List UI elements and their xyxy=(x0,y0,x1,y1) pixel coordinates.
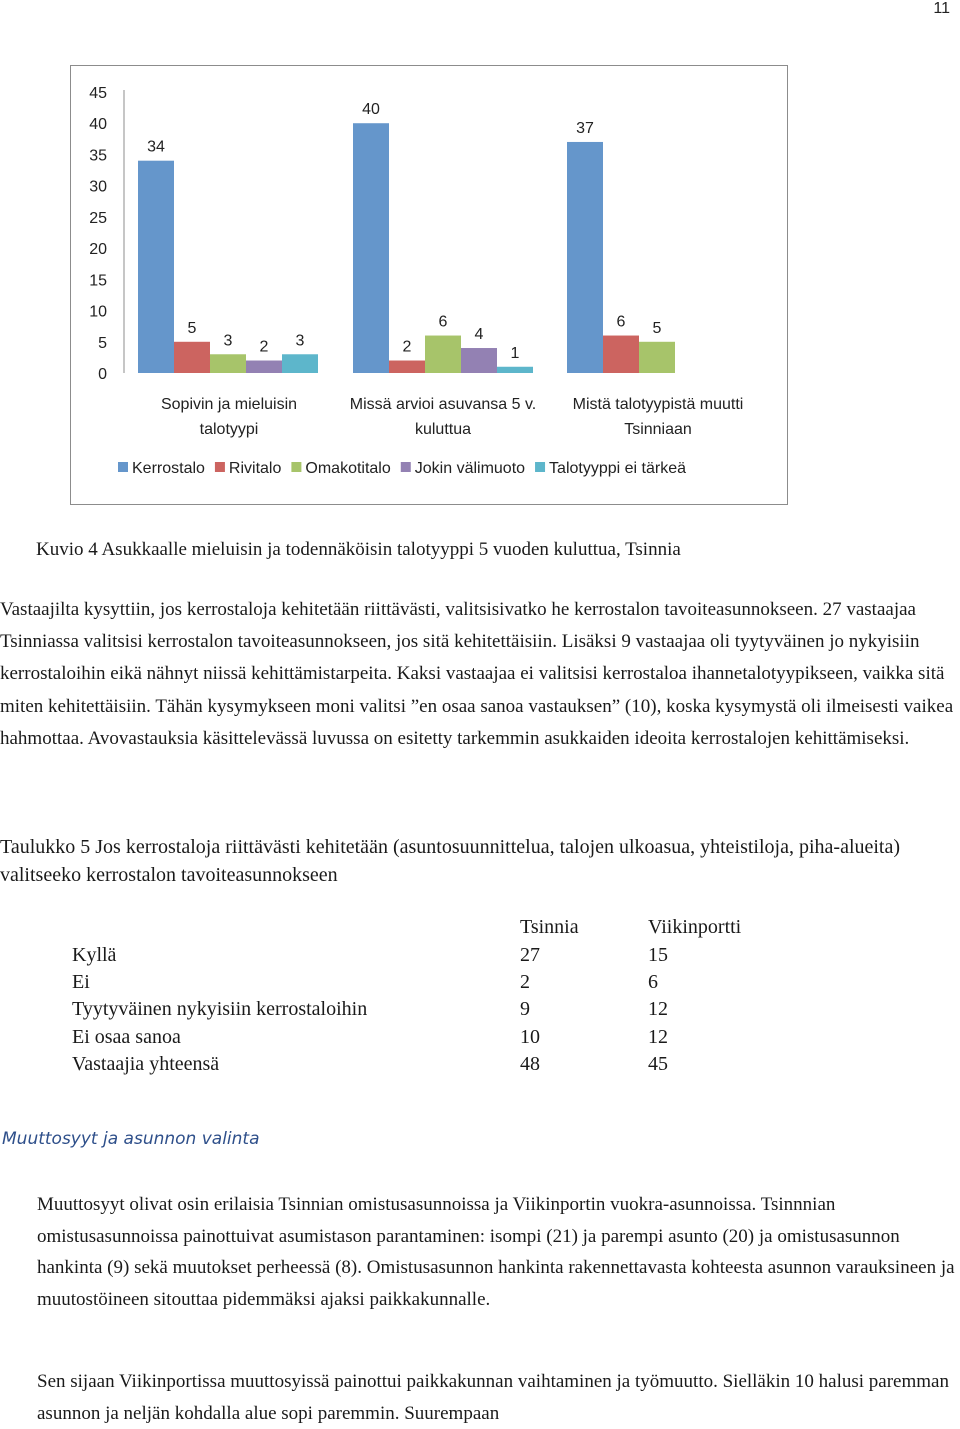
table-row xyxy=(72,969,778,996)
legend-swatch xyxy=(401,462,411,472)
page-number: 11 xyxy=(933,0,950,17)
paragraph-survey-results: Vastaajilta kysyttiin, jos kerrostaloja kehitetään riittävästi, valitsisivatko he kerrostalon tavoiteasunnokseen. 27 vastaajaa Tsinniassa valitsisi kerrostalon tavoiteasunnokseen, jos sitä kehitettäisiin. Lisäksi 9 vastaajaa oli tyytyväinen jo nykyisiin kerrostaloihin eikä nähnyt niissä kehittämistarpeita. Kaksi vastaajaa ei valitsisi kerrostaloa ihannetalotyypikseen, vaikka sitä miten kehitettäisiin. Tähän kysymykseen moni valitsi ”en osaa sanoa vastauksen” (10), koska kysymystä oli ilmeisesti vaikea hahmottaa. Avovastauksia käsittelevässä luvussa on esitetty tarkemmin asukkaiden ideoita kerrostalojen kehittämiseksi. xyxy=(0,599,954,749)
legend-label: Omakotitalo xyxy=(305,460,391,477)
table-row xyxy=(72,996,778,1023)
y-tick-label: 20 xyxy=(89,241,107,259)
category-label: Tsinniaan xyxy=(624,421,692,438)
y-tick-label: 25 xyxy=(89,209,107,227)
viikinportti-value: 45 xyxy=(648,1053,668,1076)
row-label: Vastaajia yhteensä xyxy=(72,1053,220,1076)
category-label: Missä arvioi asuvansa 5 v. xyxy=(349,396,537,413)
table-row xyxy=(72,1024,778,1051)
tsinnia-value: 2 xyxy=(520,970,530,993)
row-label: Ei xyxy=(72,970,90,993)
paragraph-moving-reasons: Muuttosyyt olivat osin erilaisia Tsinnian omistusasunnoissa ja Viikinportin vuokra-asunnoissa. Tsinnnian omistusasunnoissa painottuivat asumistason parantaminen: isompi (21) ja parempi asunto (20) ja omistusasunnon hankinta (9) sekä muutokset perheessä (8). Omistusasunnon hankinta rakennettavasta kohteesta asunnon varauksineen ja muutostöineen sitouttaa pidemmäksi ajaksi paikkakunnalle. xyxy=(37,1194,955,1310)
chart-svg xyxy=(71,66,787,504)
table-row xyxy=(72,1051,778,1078)
bar xyxy=(603,336,639,373)
category-label: kuluttua xyxy=(414,421,472,438)
bar xyxy=(210,354,246,373)
legend-swatch xyxy=(291,462,301,472)
legend-label: Rivitalo xyxy=(228,460,282,477)
legend-swatch xyxy=(535,462,545,472)
bar xyxy=(282,354,318,373)
bar-data-label: 2 xyxy=(259,338,269,356)
bar-data-label: 3 xyxy=(295,332,305,350)
bar-data-label: 3 xyxy=(223,332,233,350)
viikinportti-value: 6 xyxy=(648,970,658,993)
bar xyxy=(353,123,389,373)
section-heading: Muuttosyyt ja asunnon valinta xyxy=(2,1129,260,1149)
y-tick-label: 15 xyxy=(89,272,107,290)
bar xyxy=(567,142,603,373)
y-tick-label: 10 xyxy=(89,303,107,321)
bar xyxy=(639,342,675,373)
tsinnia-value: 10 xyxy=(520,1025,540,1048)
y-tick-label: 40 xyxy=(89,116,107,134)
tsinnia-value: 48 xyxy=(520,1053,540,1076)
y-tick-label: 30 xyxy=(89,178,107,196)
row-label: Tyytyväinen nykyisiin kerrostaloihin xyxy=(72,998,368,1021)
bar-data-label: 37 xyxy=(576,119,594,137)
bar-data-label: 34 xyxy=(147,138,165,156)
bar-data-label: 6 xyxy=(438,313,448,331)
y-tick-label: 5 xyxy=(98,334,107,352)
header-cell-viikinportti: Viikinportti xyxy=(648,916,742,939)
viikinportti-value: 15 xyxy=(648,943,668,966)
bar xyxy=(425,336,461,373)
table-header-row xyxy=(72,914,778,941)
row-label: Ei osaa sanoa xyxy=(72,1025,181,1048)
legend-label: Talotyyppi ei tärkeä xyxy=(549,460,687,477)
header-cell-blank xyxy=(72,914,520,941)
bar-data-label: 40 xyxy=(362,101,380,119)
viikinportti-value: 12 xyxy=(648,998,668,1021)
category-label: Sopivin ja mieluisin xyxy=(160,396,298,413)
tsinnia-value: 9 xyxy=(520,998,530,1021)
category-label: Mistä talotyypistä muutti xyxy=(572,396,744,413)
bar xyxy=(246,361,282,373)
y-tick-label: 45 xyxy=(89,85,107,102)
bar xyxy=(174,342,210,373)
row-label: Kyllä xyxy=(72,943,117,966)
bar xyxy=(389,361,425,373)
bar xyxy=(461,348,497,373)
bar-data-label: 1 xyxy=(510,344,520,362)
table-row xyxy=(72,941,778,968)
bar xyxy=(138,161,174,373)
bar-data-label: 6 xyxy=(616,313,626,331)
legend-label: Kerrostalo xyxy=(132,460,205,477)
bar xyxy=(497,367,533,373)
figure-caption: Kuvio 4 Asukkaalle mieluisin ja todennäköisin talotyyppi 5 vuoden kuluttua, Tsinnia xyxy=(36,539,681,560)
bar-chart xyxy=(70,65,788,505)
viikinportti-value: 12 xyxy=(648,1025,668,1048)
y-tick-label: 0 xyxy=(98,366,107,383)
legend-swatch xyxy=(215,462,225,472)
legend-label: Jokin välimuoto xyxy=(414,460,526,477)
paragraph-viikinportti: Sen sijaan Viikinportissa muuttosyissä painottui paikkakunnan vaihtaminen ja työmuutto. Sielläkin 10 halusi paremman asunnon ja neljän kohdalla alue sopi paremmin. Suurempaan xyxy=(37,1371,949,1424)
bar-data-label: 5 xyxy=(187,319,197,337)
table-title: Taulukko 5 Jos kerrostaloja riittävästi kehitetään (asuntosuunnittelua, talojen ulkoasua, yhteistiloja, piha-alueita) valitseeko kerrostalon tavoiteasunnokseen xyxy=(0,836,901,886)
bar-data-label: 5 xyxy=(652,319,662,337)
category-label: talotyypi xyxy=(199,421,259,438)
bar-data-label: 4 xyxy=(474,326,484,344)
results-table xyxy=(72,914,778,1078)
legend-swatch xyxy=(118,462,128,472)
header-cell-tsinnia: Tsinnia xyxy=(520,916,579,939)
tsinnia-value: 27 xyxy=(520,943,540,966)
bar-data-label: 2 xyxy=(402,338,412,356)
y-tick-label: 35 xyxy=(89,147,107,165)
